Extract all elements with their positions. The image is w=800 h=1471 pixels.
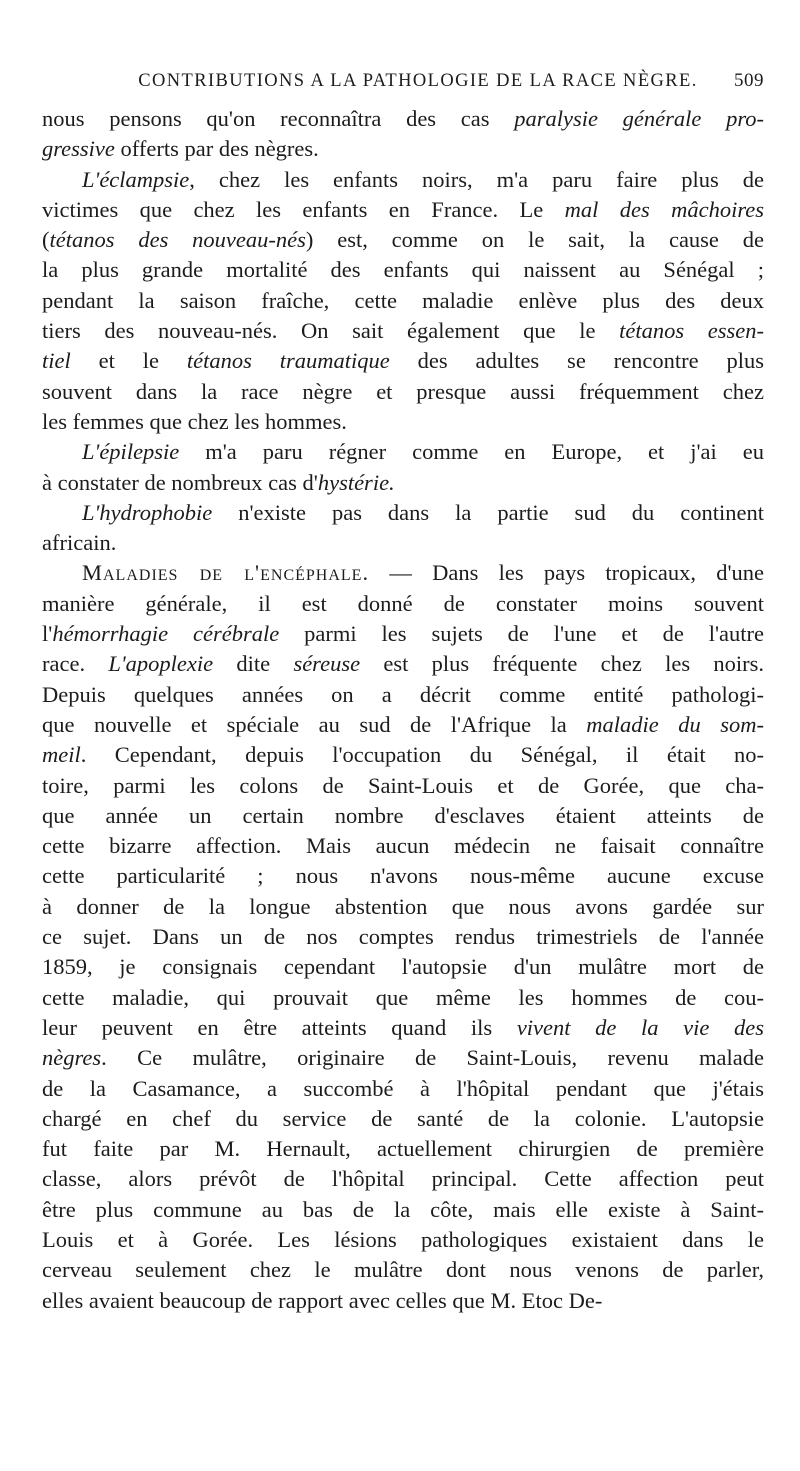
text-line (42, 922, 764, 952)
italic-term: nègres (42, 1045, 102, 1071)
text-run: cerveau seulement chez le mulâtre dont nous venons de parler, (42, 1257, 764, 1283)
text-run: ( (42, 227, 50, 253)
text-run: elles avaient beaucoup de rapport avec celles que M. Etoc De- (42, 1287, 603, 1313)
text-run: fut faite par M. Hernault, actuellement chirurgien de première (42, 1136, 764, 1162)
text-line (42, 1104, 764, 1134)
text-run: parmi les sujets de l'une et de l'autre (279, 621, 764, 647)
text-run: l' (42, 621, 53, 647)
page-number: 509 (734, 70, 764, 91)
italic-term: hémorrhagie cérébrale (52, 621, 280, 647)
italic-term: tétanos des nouveau-nés (49, 227, 306, 253)
text-run: la plus grande mortalité des enfants qui naissent au Sénégal ; (42, 257, 764, 283)
text-line (42, 255, 764, 285)
text-line (42, 558, 764, 588)
italic-term: tiel (42, 348, 71, 374)
text-run: offerts par des nègres. (114, 136, 319, 162)
text-line (42, 861, 764, 891)
text-run: . Ce mulâtre, originaire de Saint-Louis, revenu malade (101, 1045, 764, 1071)
text-line (42, 589, 764, 619)
text-line (42, 225, 764, 255)
text-line (42, 437, 764, 467)
running-head (42, 70, 764, 104)
text-run: que année un certain nombre d'esclaves étaient atteints de (42, 802, 764, 828)
text-run: à donner de la longue abstention que nous avons gardée sur (42, 893, 764, 919)
text-line (42, 983, 764, 1013)
text-run: de la Casamance, a succombé à l'hôpital pendant que j'étais (42, 1075, 764, 1101)
text-run: cette bizarre affection. Mais aucun médecin ne faisait connaître (42, 833, 764, 859)
text-run: chargé en chef du service de santé de la colonie. L'autopsie (42, 1105, 764, 1131)
page (42, 70, 764, 1316)
text-line (42, 680, 764, 710)
italic-term: paralysie générale pro- (514, 106, 765, 131)
text-line (42, 1043, 764, 1073)
text-line (42, 1134, 764, 1164)
italic-term: maladie du som- (586, 711, 764, 737)
text-run: ce sujet. Dans un de nos comptes rendus trimestriels de l'année (42, 924, 764, 950)
text-run: n'existe pas dans la partie sud du continent (212, 499, 764, 525)
text-line (42, 649, 764, 679)
text-line (42, 771, 764, 801)
text-run: race. (42, 651, 109, 677)
text-line (42, 528, 764, 558)
text-line (42, 619, 764, 649)
text-line (42, 1074, 764, 1104)
text-run: tiers des nouveau-nés. On sait également que le (42, 318, 620, 344)
text-run: Louis et à Gorée. Les lésions pathologiques existaient dans le (42, 1226, 764, 1252)
text-line (42, 498, 764, 528)
text-line (42, 740, 764, 770)
text-line (42, 1164, 764, 1194)
text-line (42, 407, 764, 437)
text-run: cette particularité ; nous n'avons nous-même aucune excuse (42, 863, 764, 889)
italic-term: L'éclampsie (82, 166, 190, 192)
text-run: toire, parmi les colons de Saint-Louis et de Gorée, que cha- (42, 772, 764, 798)
text-run: m'a paru régner comme en Europe, et j'ai eu (179, 439, 764, 465)
text-line (42, 286, 764, 316)
italic-term: séreuse (293, 651, 361, 677)
text-run: 1859, je consignais cependant l'autopsie d'un mulâtre mort de (42, 954, 764, 980)
italic-term: gressive (42, 136, 115, 162)
text-line (42, 952, 764, 982)
text-line (42, 104, 764, 134)
running-title: CONTRIBUTIONS A LA PATHOLOGIE DE LA RACE NÈGRE. (138, 71, 698, 91)
text-run: Depuis quelques années on a décrit comme entité pathologi- (42, 681, 764, 707)
italic-term: hystérie. (317, 469, 395, 495)
text-run: manière générale, il est donné de constater moins souvent (42, 590, 764, 616)
text-run: que nouvelle et spéciale au sud de l'Afrique la (42, 711, 587, 737)
text-run: — Dans les pays tropicaux, d'une (369, 560, 764, 586)
italic-term: L'apoplexie (108, 651, 214, 677)
text-run: africain. (42, 530, 117, 556)
text-line (42, 1195, 764, 1225)
text-line (42, 710, 764, 740)
text-run: cette maladie, qui prouvait que même les hommes de cou- (42, 984, 764, 1010)
text-run: , chez les enfants noirs, m'a paru faire plus de (189, 166, 764, 192)
text-run: leur peuvent en être atteints quand ils (42, 1014, 517, 1040)
text-run: être plus commune au bas de la côte, mais elle existe à Saint- (42, 1196, 764, 1222)
text-run: ) est, comme on le sait, la cause de (305, 227, 765, 253)
text-run: des adultes se rencontre plus (389, 348, 764, 374)
italic-term: tétanos traumatique (186, 348, 390, 374)
text-run: est plus fréquente chez les noirs. (360, 651, 764, 677)
section-heading: Maladies de l'encéphale. (82, 560, 370, 586)
text-run: nous pensons qu'on reconnaîtra des cas (42, 106, 515, 131)
italic-term: L'épilepsie (82, 439, 180, 465)
text-line (42, 346, 764, 376)
text-line (42, 1225, 764, 1255)
text-line (42, 1013, 764, 1043)
italic-term: meil (42, 742, 81, 768)
text-run: victimes que chez les enfants en France. Le (42, 196, 565, 222)
italic-term: L'hydrophobie (82, 499, 213, 525)
text-run: à constater de nombreux cas d' (42, 469, 318, 495)
text-run: . Cependant, depuis l'occupation du Sénégal, il était no- (80, 742, 764, 768)
text-line (42, 468, 764, 498)
italic-term: vivent de la vie des (516, 1014, 765, 1040)
text-run: pendant la saison fraîche, cette maladie enlève plus des deux (42, 287, 764, 313)
text-run: dite (213, 651, 294, 677)
text-line (42, 195, 764, 225)
text-line (42, 1286, 764, 1316)
text-run: les femmes que chez les hommes. (42, 408, 347, 434)
text-line (42, 801, 764, 831)
italic-term: mal des mâchoires (564, 196, 764, 222)
text-run: classe, alors prévôt de l'hôpital principal. Cette affection peut (42, 1166, 764, 1192)
text-run: et le (70, 348, 187, 374)
body-text (42, 104, 764, 1316)
italic-term: tétanos essen- (619, 318, 764, 344)
text-line (42, 892, 764, 922)
text-line (42, 377, 764, 407)
text-line (42, 316, 764, 346)
text-run: souvent dans la race nègre et presque aussi fréquemment chez (42, 378, 764, 404)
text-line (42, 831, 764, 861)
text-line (42, 134, 764, 164)
text-line (42, 165, 764, 195)
text-line (42, 1255, 764, 1285)
